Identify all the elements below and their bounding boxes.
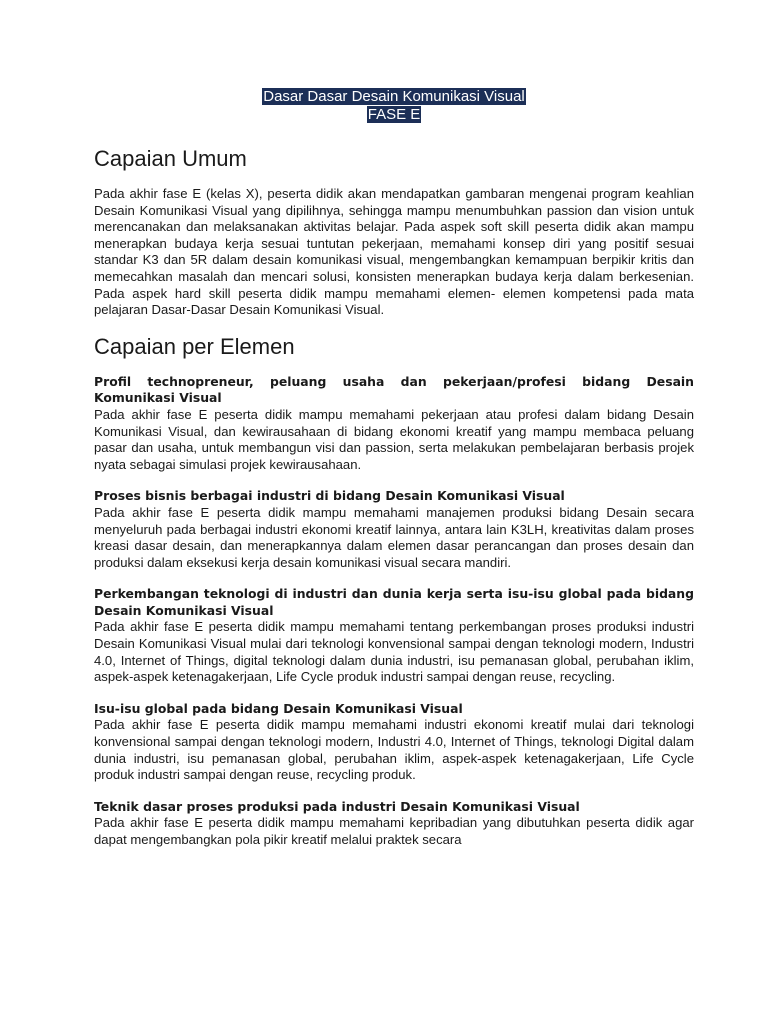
element-item <box>94 586 694 686</box>
document-title <box>94 88 694 124</box>
document-title-line-2: FASE E <box>367 106 421 123</box>
element-title: Profil technopreneur, peluang usaha dan pekerjaan/profesi bidang Desain Komunikasi Visual <box>94 373 694 406</box>
element-body: Pada akhir fase E peserta didik mampu memahami kepribadian yang dibutuhkan peserta didik agar dapat mengembangkan pola pikir kreatif melalui praktek secara <box>94 815 694 847</box>
element-title: Teknik dasar proses produksi pada industri Desain Komunikasi Visual <box>94 798 580 814</box>
element-body: Pada akhir fase E peserta didik mampu memahami pekerjaan atau profesi dalam bidang Desain Komunikasi Visual, dan kewirausahaan di bidang ekonomi kreatif yang mampu membaca peluang pasar dan usaha, untuk membangun visi dan passion, serta melakukan pembelajaran berbasis projek nyata sebagai simulasi projek kewirausahaan. <box>94 406 694 472</box>
capaian-umum-paragraph: Pada akhir fase E (kelas X), peserta didik akan mendapatkan gambaran mengenai program keahlian Desain Komunikasi Visual yang dipilihnya, sehingga mampu menumbuhkan passion dan vision untuk merencanakan dan melaksanakan aktivitas belajar. Pada aspek soft skill peserta didik akan mampu menerapkan budaya kerja sesuai tuntutan pekerjaan, memahami konsep diri yang positif sesuai standar K3 dan 5R dalam desain komunikasi visual, mengembangkan kemampuan berpikir kritis dan memecahkan masalah dan mencari solusi, konsisten menerapkan budaya kerja dalam berkesenian. Pada aspek hard skill peserta didik mampu memahami elemen- elemen kompetensi pada mata pelajaran Dasar-Dasar Desain Komunikasi Visual. <box>94 186 694 318</box>
element-item <box>94 701 694 784</box>
element-body: Pada akhir fase E peserta didik mampu memahami tentang perkembangan proses produksi industri Desain Komunikasi Visual mulai dari teknologi konvensional sampai dengan teknologi modern, Industri 4.0, Internet of Things, digital teknologi dalam dunia industri, isu pemanasan global, perubahan iklim, aspek-aspek ketenagakerjaan, Life Cycle produk industri sampai dengan reuse, recycling. <box>94 619 694 685</box>
element-body: Pada akhir fase E peserta didik mampu memahami industri ekonomi kreatif mulai dari teknologi konvensional sampai dengan teknologi modern, Industri 4.0, Internet of Things, teknologi Digital dalam dunia industri, isu pemanasan global, perubahan iklim, aspek-aspek ketenagakerjaan, Life Cycle produk industri sampai dengan reuse, recycling produk. <box>94 717 694 783</box>
element-body: Pada akhir fase E peserta didik mampu memahami manajemen produksi bidang Desain secara menyeluruh pada berbagai industri ekonomi kreatif lainnya, antara lain K3LH, kreativitas dalam proses kreasi dasar desain, dan menerapkannya dalam elemen dasar perancangan dan proses desain dan produksi dalam eksekusi kerja desain komunikasi visual secara mandiri. <box>94 504 694 570</box>
element-item <box>94 488 694 571</box>
capaian-per-elemen-heading: Capaian per Elemen <box>94 333 295 359</box>
element-title: Isu-isu global pada bidang Desain Komunikasi Visual <box>94 700 463 716</box>
document-page <box>94 88 694 864</box>
element-item <box>94 374 694 474</box>
element-item <box>94 799 694 849</box>
element-title: Perkembangan teknologi di industri dan dunia kerja serta isu-isu global pada bidang Desain Komunikasi Visual <box>94 586 694 618</box>
document-title-line-1: Dasar Dasar Desain Komunikasi Visual <box>263 88 525 105</box>
element-title: Proses bisnis berbagai industri di bidang Desain Komunikasi Visual <box>94 488 565 504</box>
capaian-umum-heading: Capaian Umum <box>94 146 247 171</box>
